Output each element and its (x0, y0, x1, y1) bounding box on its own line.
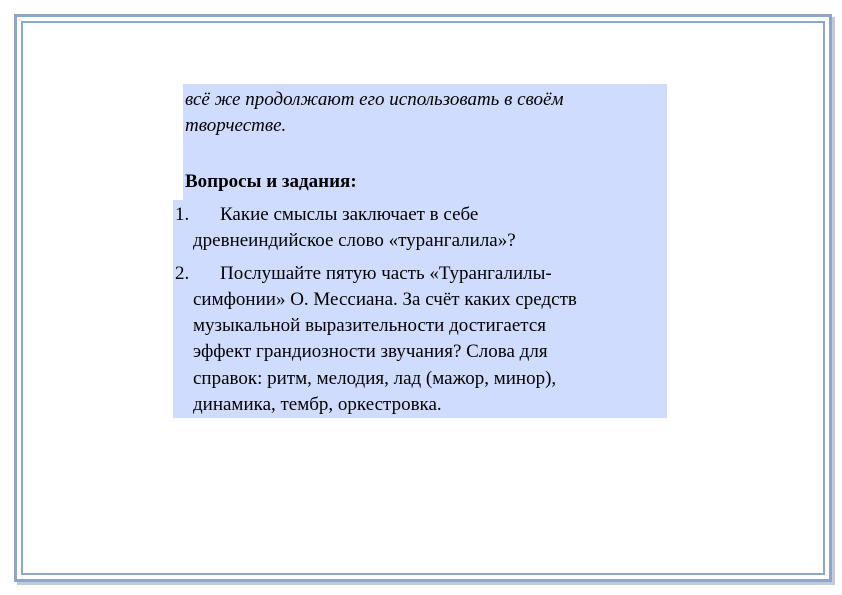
question-1-line-1: Какие смыслы заключает в себе (220, 204, 479, 225)
question-2-line-5: справок: ритм, мелодия, лад (мажор, минор), (193, 368, 557, 389)
question-2-line-3: музыкальной выразительности достигается (193, 315, 547, 336)
question-2-line-1: Послушайте пятую часть «Турангалилы- (220, 263, 552, 284)
section-heading: Вопросы и задания: (185, 171, 357, 192)
question-2-line-4: эффект грандиозности звучания? Слова для (193, 341, 548, 362)
intro-line-2: творчестве. (185, 115, 287, 136)
question-1-number: 1. (175, 204, 190, 225)
question-2-line-2: симфонии» О. Мессиана. За счёт каких средств (193, 289, 577, 310)
intro-line-1: всё же продолжают его использовать в своём (185, 89, 564, 110)
question-2-number: 2. (175, 263, 190, 284)
question-1-line-2: древнеиндийское слово «турангалила»? (193, 230, 516, 251)
question-2-line-6: динамика, тембр, оркестровка. (193, 394, 442, 415)
